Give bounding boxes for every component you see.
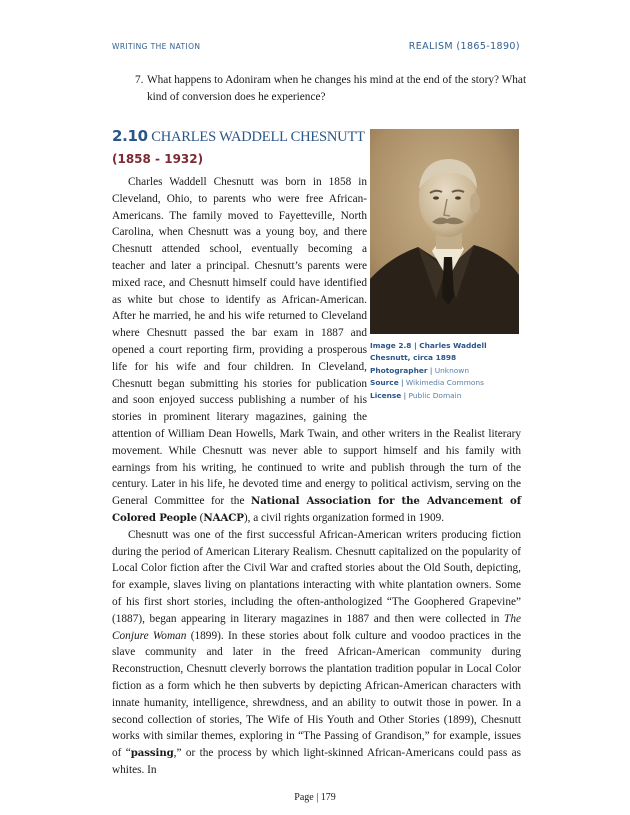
question-number: 7. <box>135 74 144 86</box>
license-separator: | <box>401 390 409 400</box>
paragraph-1-text-a: Charles Waddell Chesnutt was born in 1858 in Cleveland, Ohio, to parents who were free African-Americans. The family moved to Fayetteville, North Carolina, when Chesnutt was a young boy, and there Chesnutt attended school, eventually becoming a teacher and later a principal. Chesnutt’s parents were mixed race, and Chesnutt himself could have identified as white but chose to identify as African-American. After he married, he and his wife returned to Cleveland where Chesnutt passed the bar exam in 1887 and opened a court reporting firm, providing a prosperous life for his wife and four children. In Cleveland, Chesnutt began submitting his stories for publication and soon enjoyed success publishing a number of his stories in prominent literary magazines, gaining the attention of William Dean Howells, Mark Twain, and other writers in the Realist literary movement. While Chesnutt was never able to support himself and his family with earnings from his writing, he continued to write and publish through the turn of the century. Later in his life, he devoted time and energy to political activism, serving on the General Committee for the <box>112 176 521 508</box>
source-value[interactable]: Wikimedia Commons <box>405 378 484 388</box>
page-footer <box>0 792 630 803</box>
author-dates: (1858 - 1932) <box>112 152 204 166</box>
passing-term: passing <box>130 747 174 760</box>
paragraph-2-text-a: Chesnutt was one of the first successful African-American writers producing fiction during the period of American Literary Realism. Chesnutt capitalized on the popularity of Local Color fiction after the Civil War and crafted stories about the Old South, depicting, for example, slaves living on plantations interacting with white plantation owners. Some of his first short stories, including the often-anthologized “The Goophered Grapevine” (1887), began appearing in literary magazines in 1887 and then were collected in <box>112 528 521 625</box>
running-head-right: REALISM (1865-1890) <box>408 41 520 52</box>
page-separator: | <box>313 792 321 803</box>
license-label: License <box>370 390 402 400</box>
section-title: CHARLES WADDELL CHESNUTT <box>151 129 365 145</box>
running-head-left: WRITING THE NATION <box>112 42 201 51</box>
running-head <box>112 41 520 55</box>
naacp-full-name: National Association for the Advancement of Colored People <box>112 495 521 524</box>
section-number: 2.10 <box>112 127 148 145</box>
source-label: Source <box>370 378 399 388</box>
paragraph-2-text-b: (1899). In these stories about folk culture and voodoo practices in the slave community and later in the freed African-American community during Reconstruction, Chesnutt cleverly borrows the plantation tradition popular in Local Color fiction as a form which he then subverts by depicting African-American characters with innate humanity, intelligence, shrewdness, and an ability to outwit those in power. In a second collection of stories, The Wife of His Youth and Other Stories (1899), Chesnutt works with similar themes, exploring in “The Passing of Grandison,” for example, issues of “ <box>112 629 521 760</box>
section-heading <box>112 127 365 146</box>
paragraph-2 <box>112 527 521 779</box>
question-7 <box>135 72 527 106</box>
body-text <box>112 174 521 779</box>
paragraph-1-text-b: ( <box>196 511 204 524</box>
image-wrap-space <box>367 174 521 411</box>
photographer-value: Unknown <box>434 365 470 375</box>
page-number: 179 <box>320 792 336 803</box>
source-separator: | <box>398 378 406 388</box>
conjure-woman-title: The Conjure Woman <box>112 612 521 642</box>
page-label: Page <box>294 792 314 803</box>
paragraph-1-text-c: ), a civil rights organization formed in 1909. <box>243 511 445 524</box>
paragraph-2-text-c: ,” or the process by which light-skinned African-Americans could pass as whites. In <box>112 747 521 776</box>
caption-title: Image 2.8 | Charles Waddell Chesnutt, circa 1898 <box>370 341 487 363</box>
question-text: What happens to Adoniram when he changes his mind at the end of the story? What kind of conversion does he experience? <box>147 74 527 103</box>
photographer-separator: | <box>427 365 435 375</box>
naacp-acronym: NAACP <box>203 511 244 524</box>
license-value: Public Domain <box>408 390 462 400</box>
photographer-label: Photographer <box>370 365 428 375</box>
